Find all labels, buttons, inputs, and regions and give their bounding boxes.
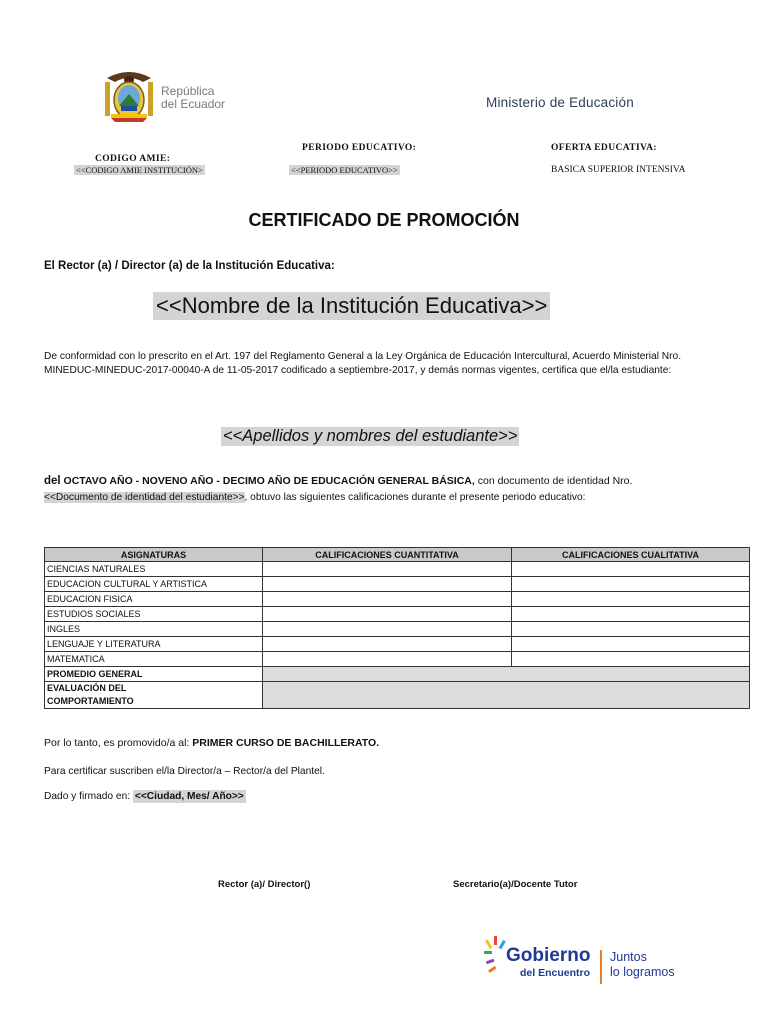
gobierno-text: Gobierno <box>506 945 591 966</box>
promedio-label: PROMEDIO GENERAL <box>45 667 263 682</box>
ecuador-coat-of-arms-icon <box>103 68 155 124</box>
promovido-prefix: Por lo tanto, es promovido/a al: <box>44 737 193 749</box>
del-encuentro-text: del Encuentro <box>520 967 591 979</box>
table-row <box>45 592 750 607</box>
oferta-educativa-value: BASICA SUPERIOR INTENSIVA <box>551 165 686 175</box>
certificar-line: Para certificar suscriben el/la Director/a – Rector/a del Plantel. <box>44 766 325 777</box>
table-row <box>45 652 750 667</box>
grade-rest: con documento de identidad Nro. <box>477 475 633 487</box>
codigo-amie-label: CODIGO AMIE: <box>95 154 171 164</box>
republica-ecuador-logo-text <box>161 85 225 111</box>
oferta-educativa-label: OFERTA EDUCATIVA: <box>551 143 657 153</box>
logo-divider <box>600 950 602 984</box>
table-row <box>45 577 750 592</box>
comportamiento-line1: EVALUACIÓN DEL <box>47 683 127 693</box>
cuantitativa-cell[interactable] <box>263 562 512 577</box>
cualitativa-cell[interactable] <box>511 607 749 622</box>
rector-intro: El Rector (a) / Director (a) de la Institución Educativa: <box>44 260 335 272</box>
document-placeholder: <<Documento de identidad del estudiante>> <box>44 492 245 503</box>
periodo-educativo-label: PERIODO EDUCATIVO: <box>302 143 417 153</box>
cuantitativa-cell[interactable] <box>263 622 512 637</box>
republica-line1: República <box>161 84 215 98</box>
cualitativa-cell[interactable] <box>511 592 749 607</box>
page-title: CERTIFICADO DE PROMOCIÓN <box>248 210 520 230</box>
signature-secretario: Secretario(a)/Docente Tutor <box>453 879 578 890</box>
grades-table <box>44 547 750 709</box>
cuantitativa-cell[interactable] <box>263 652 512 667</box>
header-cualitativa: CALIFICACIONES CUALITATIVA <box>511 548 749 562</box>
subject-cell: ESTUDIOS SOCIALES <box>45 607 263 622</box>
table-row <box>45 562 750 577</box>
cualitativa-cell[interactable] <box>511 622 749 637</box>
comportamiento-line2: COMPORTAMIENTO <box>47 696 134 706</box>
signature-rector: Rector (a)/ Director() <box>218 879 311 890</box>
periodo-educativo-value: <<PERIODO EDUCATIVO>> <box>291 165 398 175</box>
comportamiento-value-cell[interactable] <box>263 682 750 709</box>
gobierno-encuentro-logo <box>484 934 694 990</box>
gobierno-sunburst-icon <box>484 934 506 978</box>
dado-value: <<Ciudad, Mes/ Año>> <box>134 791 244 802</box>
subject-cell: LENGUAJE Y LITERATURA <box>45 637 263 652</box>
juntos-text <box>610 950 675 980</box>
header-cuantitativa: CALIFICACIONES CUANTITATIVA <box>263 548 512 562</box>
grade-line <box>44 475 632 487</box>
cualitativa-cell[interactable] <box>511 652 749 667</box>
document-suffix: , obtuvo las siguientes calificaciones durante el presente periodo educativo: <box>244 492 586 503</box>
promedio-value-cell[interactable] <box>263 667 750 682</box>
promovido-value: PRIMER CURSO DE BACHILLERATO. <box>192 737 380 749</box>
codigo-amie-value: <<CODIGO AMIE INSTITUCIÓN> <box>76 165 203 175</box>
comportamiento-label <box>45 682 263 709</box>
grade-del: del <box>44 475 61 487</box>
cuantitativa-cell[interactable] <box>263 577 512 592</box>
dado-prefix: Dado y firmado en: <box>44 791 133 802</box>
comportamiento-row <box>45 682 750 709</box>
dado-line <box>44 791 246 802</box>
table-row <box>45 637 750 652</box>
header-asignaturas: ASIGNATURAS <box>45 548 263 562</box>
cualitativa-cell[interactable] <box>511 637 749 652</box>
subject-cell: CIENCIAS NATURALES <box>45 562 263 577</box>
subject-cell: EDUCACION CULTURAL Y ARTISTICA <box>45 577 263 592</box>
cuantitativa-cell[interactable] <box>263 637 512 652</box>
republica-line2: del Ecuador <box>161 97 226 111</box>
subject-cell: MATEMATICA <box>45 652 263 667</box>
grade-years: OCTAVO AÑO - NOVENO AÑO - DECIMO AÑO DE EDUCACIÓN GENERAL BÁSICA, <box>63 475 475 487</box>
student-name: <<Apellidos y nombres del estudiante>> <box>223 427 518 445</box>
subject-cell: INGLES <box>45 622 263 637</box>
juntos-line1: Juntos <box>610 950 647 964</box>
legal-paragraph: De conformidad con lo prescrito en el Art. 197 del Reglamento General a la Ley Orgánica de Educación Intercultural, Acuerdo Ministerial Nro. MINEDUC-MINEDUC-2017-00040-A de 11-05-2017 codificado a septiembre-2017, y demás normas vigentes, certifica que el/la estudiante: <box>44 351 682 376</box>
promovido-line <box>44 737 379 749</box>
juntos-line2: lo logramos <box>610 965 675 979</box>
institution-name: <<Nombre de la Institución Educativa>> <box>153 292 550 320</box>
ministry-name: Ministerio de Educación <box>486 95 634 110</box>
subject-cell: EDUCACION FISICA <box>45 592 263 607</box>
cuantitativa-cell[interactable] <box>263 607 512 622</box>
table-row <box>45 607 750 622</box>
document-line <box>44 492 585 503</box>
cuantitativa-cell[interactable] <box>263 592 512 607</box>
promedio-row <box>45 667 750 682</box>
table-row <box>45 622 750 637</box>
cualitativa-cell[interactable] <box>511 562 749 577</box>
cualitativa-cell[interactable] <box>511 577 749 592</box>
table-header-row <box>45 548 750 562</box>
